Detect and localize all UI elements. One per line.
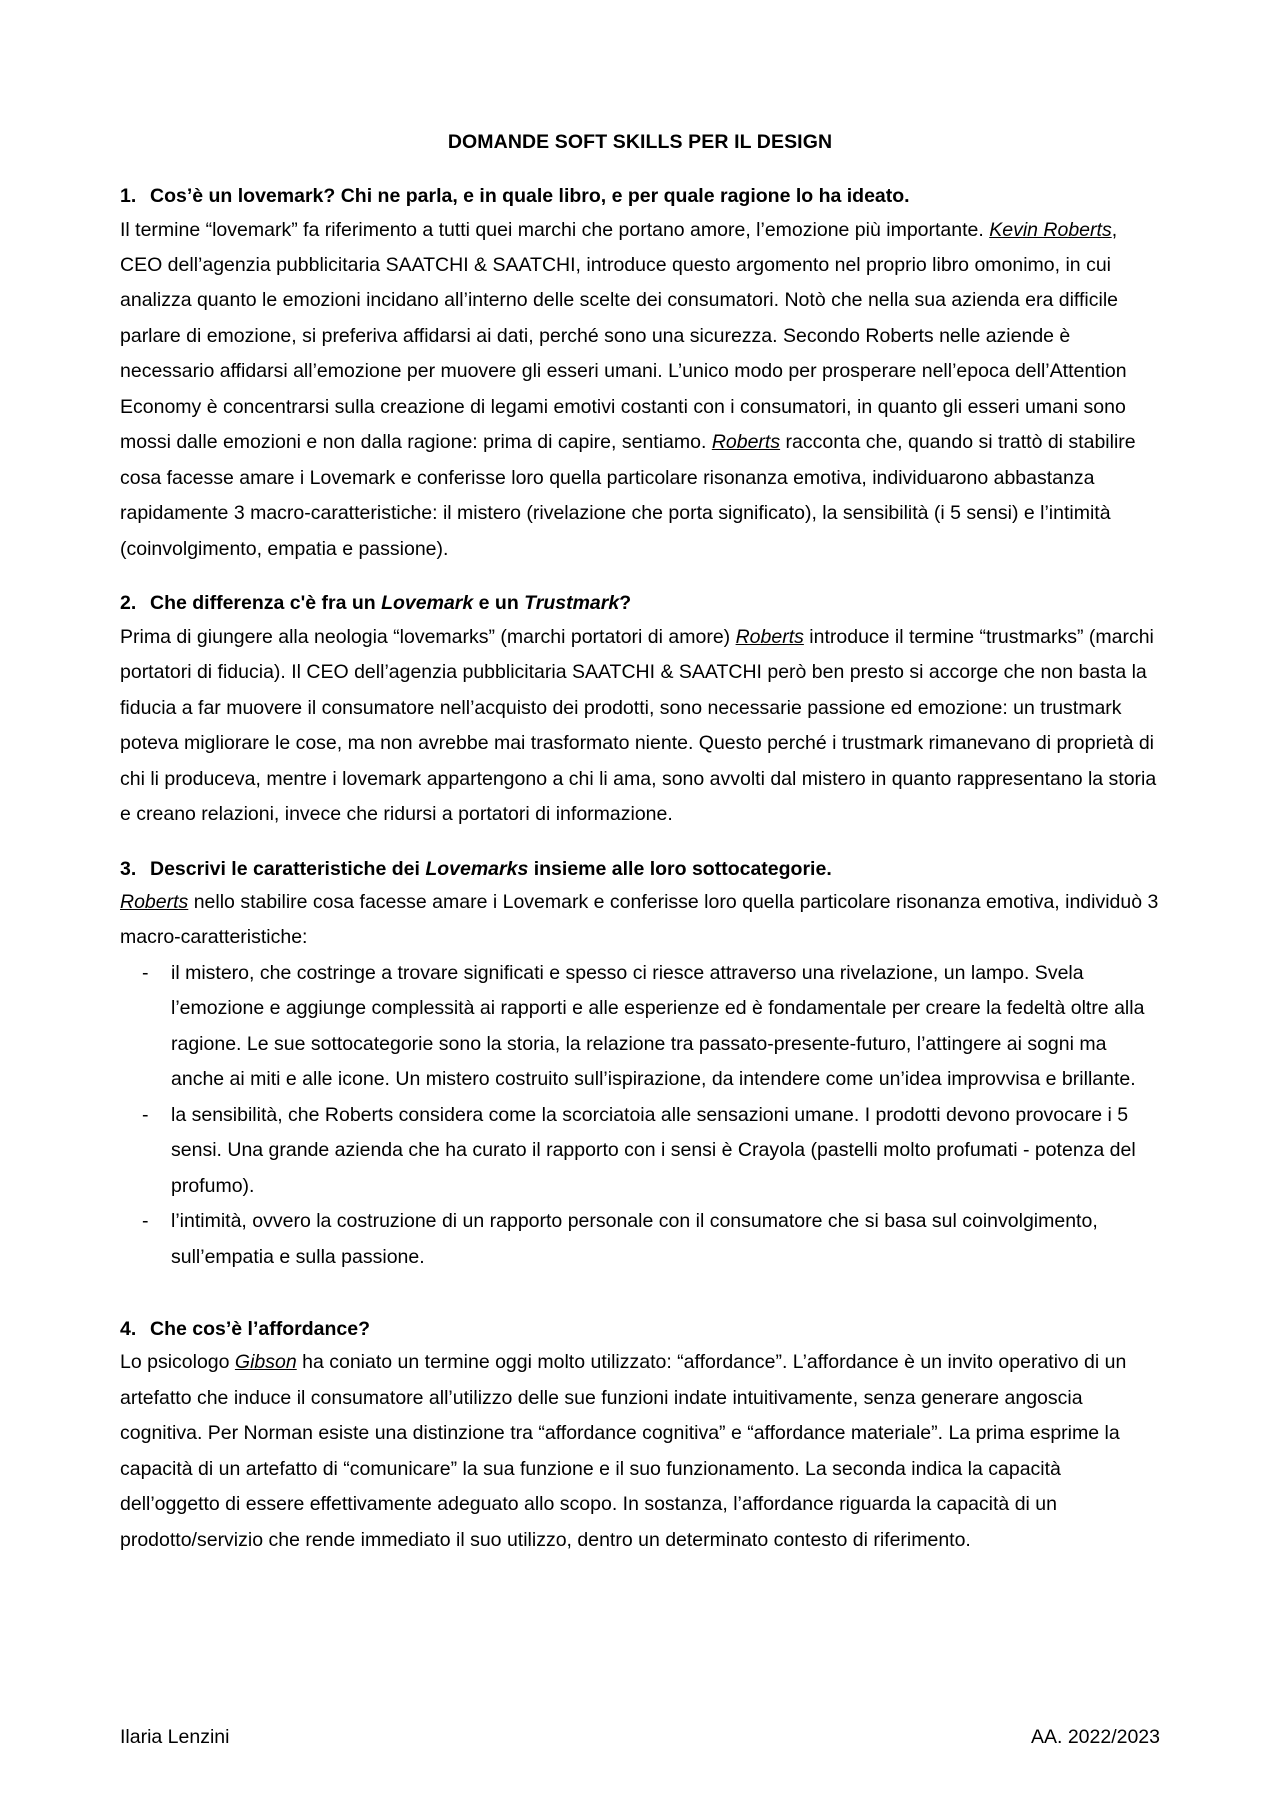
q2-reference-roberts: Roberts	[735, 625, 804, 648]
list-item	[120, 1204, 1160, 1275]
dash-marker-icon: -	[142, 1210, 149, 1233]
q3-reference-roberts: Roberts	[120, 890, 189, 913]
q1-text-c: racconta che, quando si trattò di stabilire cosa facesse amare i Lovemark e conferisse loro quella particolare risonanza emotiva, individuarono abbastanza rapidamente 3 macro-caratteristiche: il mistero (rivelazione che porta significato), la sensibilità (i 5 sensi) e l’intimità (coinvolgimento, empatia e passione).	[120, 431, 1136, 560]
footer-academic-year: AA. 2022/2023	[1030, 1725, 1160, 1748]
question-block-4	[120, 1315, 1160, 1558]
q4-reference-gibson: Gibson	[234, 1351, 297, 1374]
q2-head-italic-trustmark: Trustmark	[524, 592, 620, 615]
q4-text-b: ha coniato un termine oggi molto utilizzato: “affordance”. L’affordance è un invito operativo di un artefatto che induce il consumatore all’utilizzo delle sue funzioni indate intuitivamente, senza generare angoscia cognitiva. Per Norman esiste una distinzione tra “affordance cognitiva” e “affordance materiale”. La prima esprime la capacità di un artefatto di “comunicare” la sua funzione e il suo funzionamento. La seconda indica la capacità dell’oggetto di essere effettivamente adeguato allo scopo. In sostanza, l’affordance riguarda la capacità di un prodotto/servizio che rende immediato il suo utilizzo, dentro un determinato contesto di riferimento.	[120, 1351, 1127, 1551]
list-item-text: l’intimità, ovvero la costruzione di un rapporto personale con il consumatore che si basa sul coinvolgimento, sull’empatia e sulla passione.	[171, 1210, 1098, 1268]
q2-head-c: ?	[619, 592, 632, 615]
q4-text-a: Lo psicologo	[120, 1351, 235, 1374]
q2-text-a: Prima di giungere alla neologia “lovemarks” (marchi portatori di amore)	[120, 625, 736, 648]
question-4-number: 4.	[120, 1318, 137, 1341]
q1-reference-kevin-roberts: Kevin Roberts	[989, 218, 1112, 241]
q2-head-b: e un	[473, 592, 525, 615]
question-1-heading-text: Cos’è un lovemark? Chi ne parla, e in quale libro, e per quale ragione lo ha ideato.	[150, 185, 910, 208]
list-item	[120, 1098, 1160, 1204]
question-2-heading-text	[150, 589, 1160, 618]
question-2-body	[120, 620, 1160, 833]
question-3-heading-text	[150, 855, 1160, 884]
q2-head-a: Che differenza c'è fra un	[150, 592, 382, 615]
question-3-body	[120, 885, 1160, 956]
q1-text-b: , CEO dell’agenzia pubblicitaria SAATCHI & SAATCHI, introduce questo argomento nel proprio libro omonimo, in cui analizza quanto le emozioni incidano all’interno delle scelte dei consumatori. Notò che nella sua azienda era difficile parlare di emozione, si preferiva affidarsi ai dati, perché sono una sicurezza. Secondo Roberts nelle aziende è necessario affidarsi all’emozione per muovere gli esseri umani. L’unico modo per prosperare nell’epoca dell’Attention Economy è concentrarsi sulla creazione di legami emotivi costanti con i consumatori, in quanto gli esseri umani sono mossi dalle emozioni e non dalla ragione: prima di capire, sentiamo.	[120, 218, 1127, 454]
section-spacer	[120, 1297, 1160, 1315]
list-item	[120, 956, 1160, 1098]
question-2-heading	[120, 589, 1160, 618]
question-1-body	[120, 213, 1160, 568]
q3-head-a: Descrivi le caratteristiche dei	[150, 857, 426, 880]
question-block-1	[120, 182, 1160, 567]
question-3-heading	[120, 855, 1160, 884]
dash-marker-icon: -	[142, 961, 149, 984]
question-block-2	[120, 589, 1160, 832]
footer-author: Ilaria Lenzini	[120, 1725, 230, 1748]
question-4-body	[120, 1345, 1160, 1558]
question-1-number: 1.	[120, 185, 137, 208]
question-1-heading	[120, 182, 1160, 211]
question-2-number: 2.	[120, 592, 137, 615]
q2-text-b: introduce il termine “trustmarks” (marchi portatori di fiducia). Il CEO dell’agenzia pubblicitaria SAATCHI & SAATCHI però ben presto si accorge che non basta la fiducia a far muovere il consumatore nell’acquisto dei prodotti, sono necessarie passione ed emozione: un trustmark poteva migliorare le cose, ma non avrebbe mai trasformato niente. Questo perché i trustmark rimanevano di proprietà di chi li produceva, mentre i lovemark appartengono a chi li ama, sono avvolti dal mistero in quanto rappresentano la storia e creano relazioni, invece che ridursi a portatori di informazione.	[120, 625, 1157, 826]
question-3-number: 3.	[120, 857, 137, 880]
q3-head-b: insieme alle loro sottocategorie.	[528, 857, 832, 880]
q2-head-italic-lovemark: Lovemark	[381, 592, 474, 615]
question-block-3	[120, 855, 1160, 1276]
list-item-text: il mistero, che costringe a trovare significati e spesso ci riesce attraverso una rivelazione, un lampo. Svela l’emozione e aggiunge complessità ai rapporti e alle esperienze ed è fondamentale per creare la fedeltà oltre alla ragione. Le sue sottocategorie sono la storia, la relazione tra passato-presente-futuro, l’attingere ai sogni ma anche ai miti e alle icone. Un mistero costruito sull’ispirazione, da intendere come un’idea improvvisa e brillante.	[171, 961, 1145, 1091]
question-3-bullet-list	[120, 956, 1160, 1275]
page-title: DOMANDE SOFT SKILLS PER IL DESIGN	[447, 131, 833, 153]
q3-text-a: nello stabilire cosa facesse amare i Lovemark e conferisse loro quella particolare risonanza emotiva, individuò 3 macro-caratteristiche:	[120, 890, 1159, 949]
dash-marker-icon: -	[142, 1103, 149, 1126]
question-4-heading-text: Che cos’è l’affordance?	[150, 1318, 370, 1341]
q3-head-italic-lovemarks: Lovemarks	[425, 857, 529, 880]
q1-reference-roberts: Roberts	[711, 431, 781, 454]
list-item-text: la sensibilità, che Roberts considera come la scorciatoia alle sensazioni umane. I prodotti devono provocare i 5 sensi. Una grande azienda che ha curato il rapporto con i sensi è Crayola (pastelli molto profumati - potenza del profumo).	[171, 1103, 1136, 1197]
q1-text-a: Il termine “lovemark” fa riferimento a tutti quei marchi che portano amore, l’emozione più importante.	[120, 218, 990, 241]
question-4-heading	[120, 1315, 1160, 1344]
page-footer	[120, 1722, 1160, 1753]
